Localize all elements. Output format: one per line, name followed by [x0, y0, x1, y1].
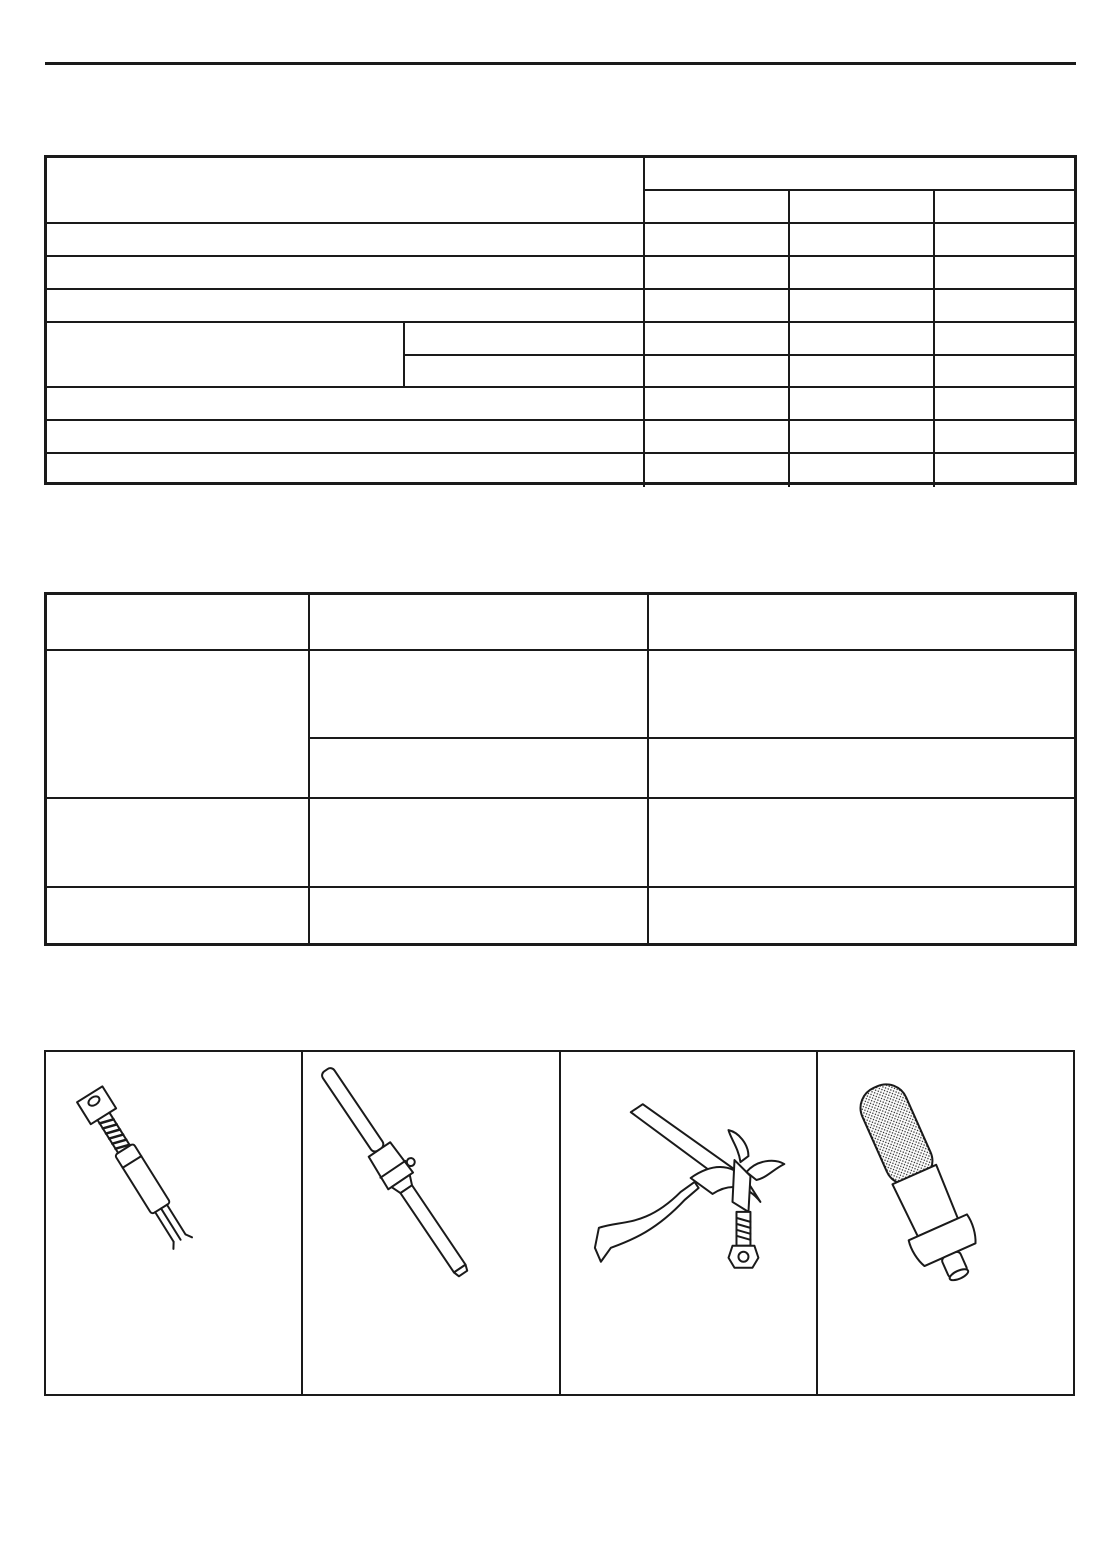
spec-cell [935, 224, 1074, 257]
tool-cell [310, 739, 649, 799]
spec-cell [645, 356, 790, 388]
spec-cell [645, 224, 790, 257]
tool-group-cell [47, 651, 310, 799]
spec-cell [790, 290, 935, 323]
tool-panel-4 [818, 1052, 1073, 1394]
tool-header-cell [310, 595, 649, 651]
spec-cell [790, 454, 935, 487]
spec-cell [935, 290, 1074, 323]
spec-row-label [47, 388, 645, 421]
header-rule [45, 62, 1076, 65]
spec-cell [935, 323, 1074, 356]
spec-cell [935, 257, 1074, 290]
spec-cell [790, 388, 935, 421]
spec-group-label [47, 323, 405, 388]
tool-gallery [44, 1050, 1075, 1396]
wing-nut-bearing-puller-icon [561, 1052, 816, 1307]
spec-cell [790, 224, 935, 257]
spec-row-label [47, 257, 645, 290]
spec-cell [645, 454, 790, 487]
tool-panel-1 [46, 1052, 303, 1394]
spec-cell [790, 323, 935, 356]
drift-punch-icon [303, 1052, 558, 1307]
tool-panel-2 [303, 1052, 560, 1394]
spec-cell [935, 356, 1074, 388]
spec-cell [645, 421, 790, 454]
spec-row-label [47, 224, 645, 257]
specification-table [44, 155, 1077, 485]
spec-sub-label [405, 356, 645, 388]
tool-cell [310, 888, 649, 943]
slide-hammer-puller-icon [46, 1052, 301, 1307]
spec-cell [645, 257, 790, 290]
spec-cell [935, 454, 1074, 487]
tool-cell [649, 888, 1074, 943]
spec-cell [645, 290, 790, 323]
spec-cell [645, 323, 790, 356]
spec-header-item [47, 158, 645, 224]
tool-panel-3 [561, 1052, 818, 1394]
tool-cell [310, 799, 649, 888]
tool-group-cell [47, 799, 310, 888]
spec-subheader-cell [645, 191, 790, 224]
tool-cell [310, 651, 649, 739]
spec-row-label [47, 290, 645, 323]
tool-header-cell [649, 595, 1074, 651]
spec-cell [645, 388, 790, 421]
spec-row-label [47, 454, 645, 487]
spec-subheader-cell [935, 191, 1074, 224]
tool-cell [649, 739, 1074, 799]
tool-cell [649, 799, 1074, 888]
spec-subheader-cell [790, 191, 935, 224]
spec-cell [935, 421, 1074, 454]
tool-cell [649, 651, 1074, 739]
spec-sub-label [405, 323, 645, 356]
spec-row-label [47, 421, 645, 454]
spec-header-values [645, 158, 1074, 191]
tool-list-table [44, 592, 1077, 946]
knurled-handle-installer-icon [818, 1052, 1073, 1307]
spec-cell [790, 421, 935, 454]
spec-cell [935, 388, 1074, 421]
tool-group-cell [47, 888, 310, 943]
spec-cell [790, 257, 935, 290]
spec-cell [790, 356, 935, 388]
tool-header-cell [47, 595, 310, 651]
